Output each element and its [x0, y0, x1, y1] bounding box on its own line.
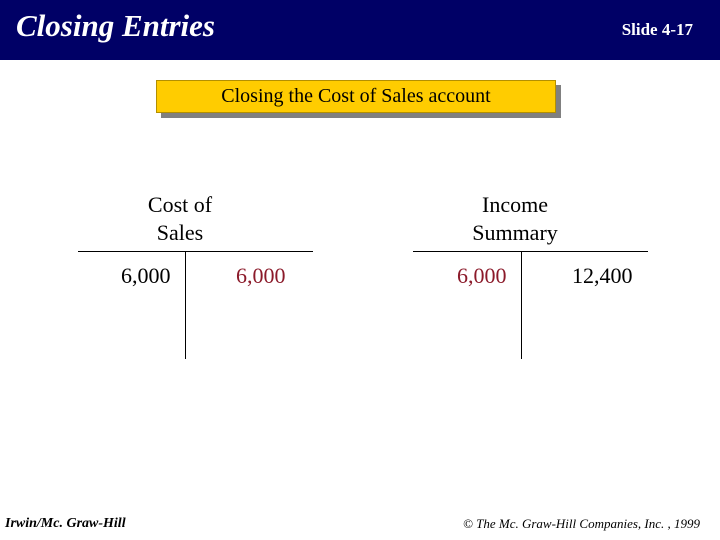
t-account-horizontal-line: [413, 251, 648, 252]
debit-amount: 6,000: [121, 263, 171, 288]
t-account-vertical-line: [521, 251, 522, 359]
account-title-line2: Sales: [156, 220, 204, 245]
account-title-cost-of-sales: [120, 191, 240, 247]
t-account-vertical-line: [185, 251, 186, 359]
subtitle-box: [156, 80, 556, 113]
subtitle-text: Closing the Cost of Sales account: [221, 85, 491, 107]
account-title-line1: Income: [482, 192, 548, 217]
t-account-horizontal-line: [78, 251, 313, 252]
credit-amount: 6,000: [236, 263, 286, 288]
slide-header: [0, 0, 720, 60]
footer-copyright: © The Mc. Graw-Hill Companies, Inc. , 1999: [463, 516, 700, 531]
account-title-income-summary: [450, 191, 580, 247]
slide-title: Closing Entries: [16, 8, 215, 43]
credit-amount: 12,400: [572, 263, 633, 288]
footer-publisher: Irwin/Mc. Graw-Hill: [5, 516, 126, 531]
debit-amount: 6,000: [457, 263, 507, 288]
slide-number: Slide 4-17: [621, 20, 693, 39]
account-title-line1: Cost of: [147, 192, 213, 217]
account-title-line2: Summary: [472, 220, 558, 245]
